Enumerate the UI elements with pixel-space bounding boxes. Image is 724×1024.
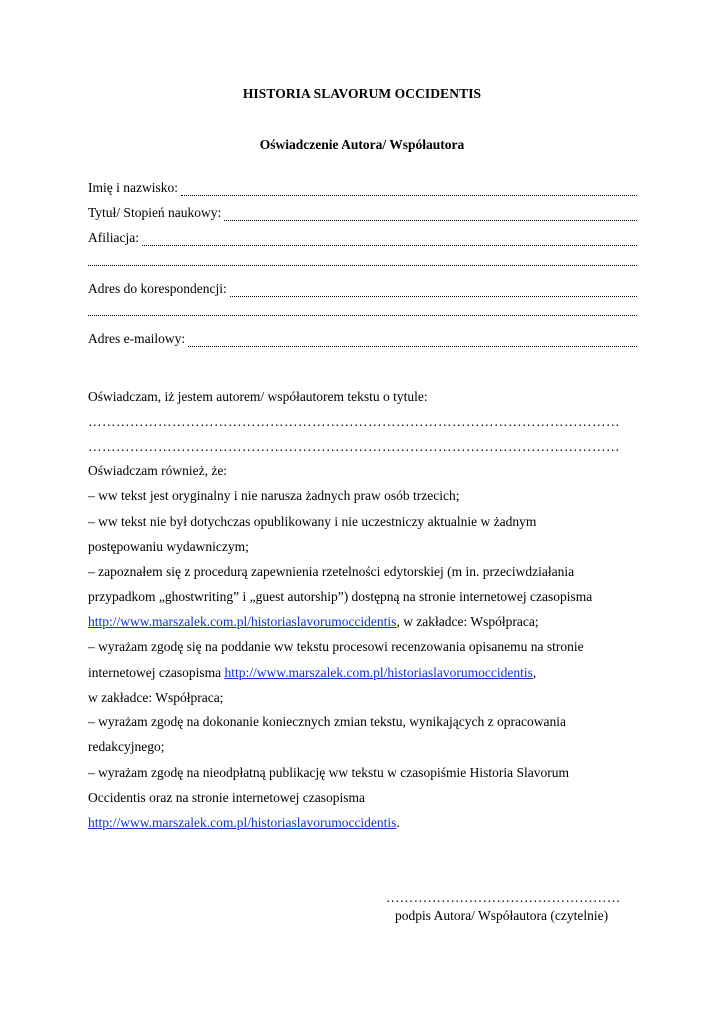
name-dotted-line (181, 194, 637, 196)
signature-line[interactable]: …………………………………………… (386, 890, 621, 905)
statement-review-line-1: – wyrażam zgodę się na poddanie ww tekstu procesowi recenzowania opisanemu na stronie (88, 639, 584, 654)
email-label: Adres e-mailowy: (88, 331, 186, 346)
form-title: Oświadczenie Autora/ Współautora (259, 137, 465, 152)
name-label: Imię i nazwisko: (88, 180, 178, 195)
statement-procedure-line-1: – zapoznałem się z procedurą zapewnienia rzetelności edytorskiej (m in. przeciwdziałania (88, 564, 575, 579)
degree-field[interactable] (88, 205, 637, 225)
address-label: Adres do korespondencji: (88, 281, 227, 296)
name-field[interactable] (88, 180, 637, 200)
statement-original-text: – ww tekst jest oryginalny i nie narusza żadnych praw osób trzecich; (88, 488, 460, 503)
journal-website-link[interactable]: http://www.marszalek.com.pl/historiaslavorumoccidentis (88, 614, 397, 629)
statement-procedure-line-2: przypadkom „ghostwriting” i „guest autorship”) dostępną na stronie internetowej czasopisma (88, 589, 593, 604)
statement-review-line-3: w zakładce: Współpraca; (88, 690, 224, 705)
address-dotted-line (230, 295, 637, 297)
affiliation-field[interactable] (88, 230, 637, 250)
affiliation-label: Afiliacja: (88, 230, 139, 245)
email-dotted-line (188, 345, 637, 347)
statement-editing-line-2: redakcyjnego; (88, 739, 165, 754)
declaration-intro: Oświadczam, iż jestem autorem/ współautorem tekstu o tytule: (88, 389, 428, 404)
statement-review-line-2 (88, 665, 536, 681)
signature-label: podpis Autora/ Współautora (czytelnie) (395, 908, 609, 923)
email-field[interactable] (88, 331, 637, 351)
article-title-line-2[interactable]: …………………………………………………………………………………………………… (88, 439, 620, 454)
statement-publication-line-1: – wyrażam zgodę na nieodpłatną publikację ww tekstu w czasopiśmie Historia Slavorum (88, 765, 569, 780)
statement-publication-period: . (396, 815, 400, 830)
statement-procedure-tail: , w zakładce: Współpraca; (396, 614, 539, 629)
statement-publication-line-3 (88, 815, 400, 831)
also-declare-heading: Oświadczam również, że: (88, 463, 228, 478)
degree-label: Tytuł/ Stopień naukowy: (88, 205, 222, 220)
address-field[interactable] (88, 281, 637, 301)
affiliation-continuation-line[interactable] (88, 264, 637, 266)
degree-dotted-line (224, 219, 637, 221)
statement-review-prefix: internetowej czasopisma (88, 665, 225, 680)
journal-website-link[interactable]: http://www.marszalek.com.pl/historiaslavorumoccidentis (224, 665, 533, 680)
statement-unpublished-line-1: – ww tekst nie był dotychczas opublikowany i nie uczestniczy aktualnie w żadnym (88, 514, 537, 529)
address-continuation-line[interactable] (88, 314, 637, 316)
statement-procedure-line-3 (88, 614, 539, 630)
statement-publication-line-2: Occidentis oraz na stronie internetowej czasopisma (88, 790, 366, 805)
affiliation-dotted-line (142, 244, 637, 246)
statement-unpublished-line-2: postępowaniu wydawniczym; (88, 539, 249, 554)
article-title-line-1[interactable]: …………………………………………………………………………………………………… (88, 414, 620, 429)
statement-editing-line-1: – wyrażam zgodę na dokonanie koniecznych zmian tekstu, wynikających z opracowania (88, 714, 566, 729)
journal-title: HISTORIA SLAVORUM OCCIDENTIS (242, 86, 482, 101)
journal-website-link[interactable]: http://www.marszalek.com.pl/historiaslavorumoccidentis (88, 815, 397, 830)
statement-review-comma: , (532, 665, 537, 680)
